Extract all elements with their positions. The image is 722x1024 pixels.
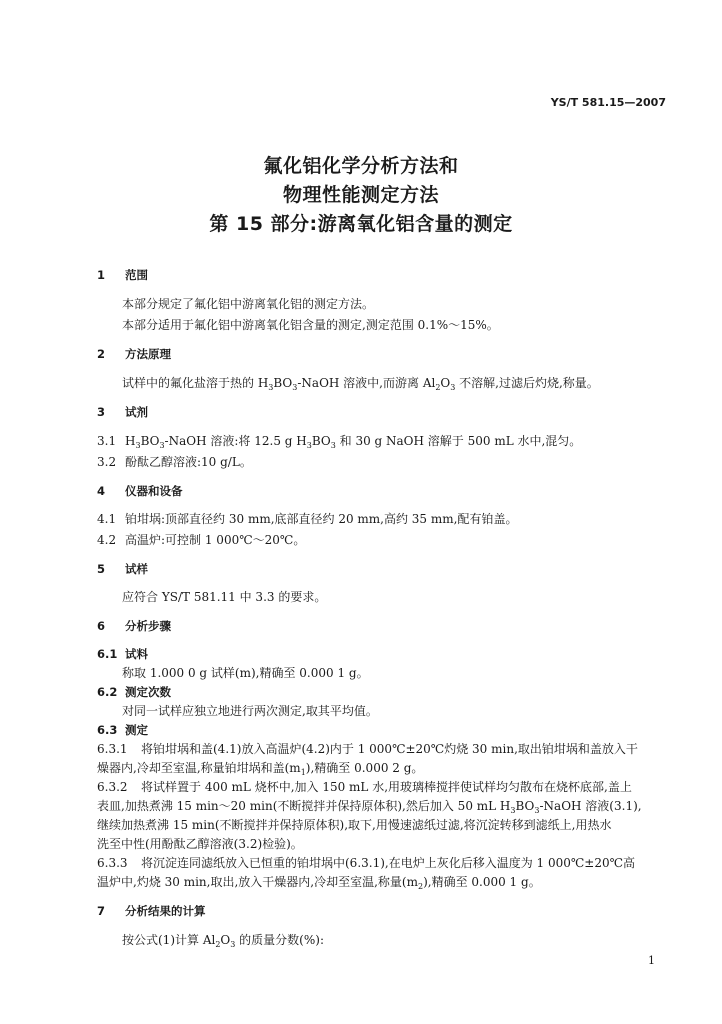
section-7-para: 按公式(1)计算 $Al_2O_3$ 的质量分数(%): bbox=[122, 933, 324, 949]
section-6-3-2-line-2: 表皿,加热煮沸 15 min～20 min(不断搅拌并保持原体积),然后加入 50 mL $H_3BO_3$-NaOH 溶液(3.1), bbox=[97, 799, 642, 815]
section-7-heading: 7 分析结果的计算 bbox=[97, 904, 206, 918]
section-6-heading: 6 分析步骤 bbox=[97, 619, 171, 633]
section-6-1-heading: 6.1 试料 bbox=[97, 647, 148, 661]
section-6-2-para: 对同一试样应独立地进行两次测定,取其平均值。 bbox=[122, 704, 378, 718]
section-4-item-2: 4.2 高温炉:可控制 1 000℃～20℃。 bbox=[97, 533, 306, 547]
section-6-3-3-line-1: 6.3.3 将沉淀连同滤纸放入已恒重的铂坩埚中(6.3.1),在电炉上灰化后移入温度为 1 000℃±20℃高 bbox=[97, 856, 636, 870]
page-number: 1 bbox=[648, 954, 655, 967]
section-1-heading: 1 范围 bbox=[97, 268, 148, 282]
title-line-2: 物理性能测定方法 bbox=[282, 184, 439, 206]
section-6-3-3-line-2: 温炉中,灼烧 30 min,取出,放入干燥器内,冷却至室温,称量$(m_2)$,精确至 0.000 1 g。 bbox=[97, 875, 541, 891]
section-4-item-1: 4.1 铂坩埚:顶部直径约 30 mm,底部直径约 20 mm,高约 35 mm,配有铂盖。 bbox=[97, 512, 518, 526]
section-4-heading: 4 仪器和设备 bbox=[97, 484, 183, 498]
section-6-1-para: 称取 1.000 0 g 试样(m),精确至 0.000 1 g。 bbox=[122, 666, 369, 680]
section-1-para-1: 本部分规定了氟化铝中游离氧化铝的测定方法。 bbox=[122, 297, 375, 311]
standard-code: YS/T 581.15—2007 bbox=[550, 96, 666, 109]
title-line-3: 第 15 部分:游离氧化铝含量的测定 bbox=[209, 213, 513, 235]
section-6-3-2-line-1: 6.3.2 将试样置于 400 mL 烧杯中,加入 150 mL 水,用玻璃棒搅拌使试样均匀散布在烧杯底部,盖上 bbox=[97, 780, 632, 794]
section-6-3-1-line-2: 燥器内,冷却至室温,称量铂坩埚和盖$(m_1)$,精确至 0.000 2 g。 bbox=[97, 761, 424, 777]
section-1-para-2: 本部分适用于氟化铝中游离氧化铝含量的测定,测定范围 0.1%～15%。 bbox=[122, 318, 499, 332]
section-6-3-1-line-1: 6.3.1 将铂坩埚和盖(4.1)放入高温炉(4.2)内于 1 000℃±20℃灼烧 30 min,取出铂坩埚和盖放入干 bbox=[97, 742, 638, 756]
document-title bbox=[0, 152, 722, 239]
section-3-item-2: 3.2 酚酞乙醇溶液:10 g/L。 bbox=[97, 455, 252, 469]
section-5-para: 应符合 YS/T 581.11 中 3.3 的要求。 bbox=[122, 590, 327, 604]
section-6-3-2-line-4: 洗至中性(用酚酞乙醇溶液(3.2)检验)。 bbox=[97, 837, 303, 851]
section-6-3-2-line-3: 继续加热煮沸 15 min(不断搅拌并保持原体积),取下,用慢速滤纸过滤,将沉淀转移到滤纸上,用热水 bbox=[97, 818, 612, 832]
section-6-2-heading: 6.2 测定次数 bbox=[97, 685, 171, 699]
section-5-heading: 5 试样 bbox=[97, 562, 148, 576]
title-line-1: 氟化铝化学分析方法和 bbox=[263, 155, 459, 177]
section-2-heading: 2 方法原理 bbox=[97, 347, 171, 361]
section-2-para: 试样中的氟化盐溶于热的 $H_3BO_3$-NaOH 溶液中,而游离 $Al_2O_3$ 不溶解,过滤后灼烧,称量。 bbox=[122, 376, 599, 392]
section-3-heading: 3 试剂 bbox=[97, 405, 148, 419]
section-3-item-1: 3.1 $H_3BO_3$-NaOH 溶液:将 12.5 g $H_3BO_3$ 和 30 g NaOH 溶解于 500 mL 水中,混匀。 bbox=[97, 434, 582, 450]
section-6-3-heading: 6.3 测定 bbox=[97, 723, 148, 737]
